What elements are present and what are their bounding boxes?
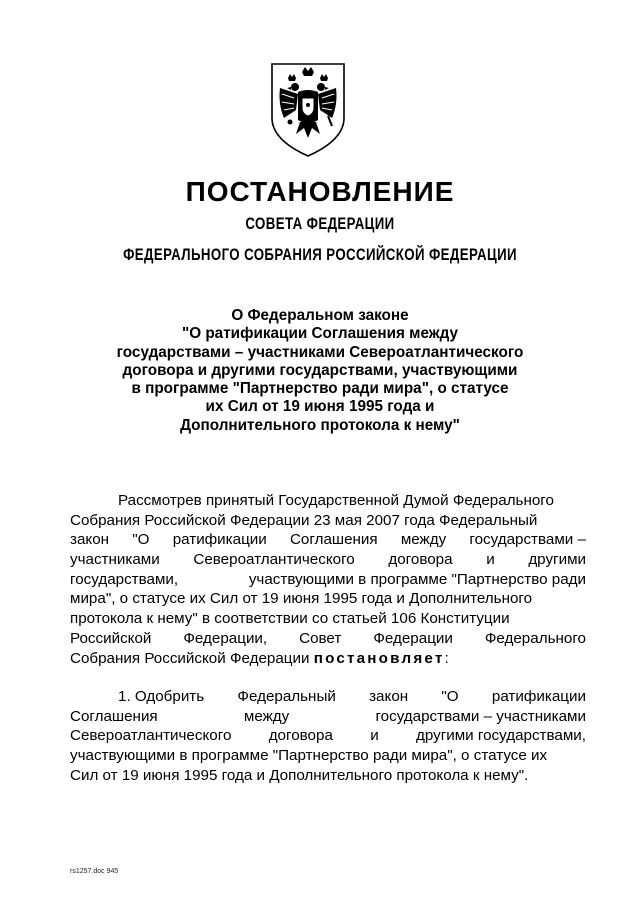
text-segment: мира", о статусе их Сил от 19 июня 1995 года и Дополнительного xyxy=(70,590,533,608)
document-reference: rs1257.doc 945 xyxy=(70,868,119,875)
law-title-line: "О ратификации Соглашения между xyxy=(181,325,459,343)
coat-of-arms-icon xyxy=(266,60,350,160)
text-segment: "О xyxy=(441,688,459,705)
paragraph-preamble xyxy=(70,491,586,668)
text-segment: 1. Одобрить xyxy=(118,688,205,705)
text-segment: Федерации, xyxy=(183,629,268,647)
document-subtitle-assembly: ФЕДЕРАЛЬНОГО СОБРАНИЯ РОССИЙСКОЙ ФЕДЕРАЦИИ xyxy=(123,245,517,264)
text-segment: Федерации xyxy=(373,629,453,647)
paragraph-resolution-item-1 xyxy=(70,687,586,785)
law-title-line: договора и другими государствами, участвующими xyxy=(122,361,518,379)
text-segment: государствами – участниками xyxy=(375,707,586,725)
text-segment: протокола к нему" в соответствии со статьей 106 Конституции xyxy=(70,610,510,628)
text-segment: между xyxy=(243,707,290,725)
text-segment: : xyxy=(444,649,449,667)
text-segment: участвующими в программе "Партнерство ради xyxy=(248,570,586,588)
law-title xyxy=(100,307,540,435)
text-segment: государствами, xyxy=(70,570,179,588)
text-line xyxy=(70,687,586,707)
text-segment: и xyxy=(486,551,495,569)
text-segment: другими xyxy=(528,551,586,569)
text-segment: Соглашения xyxy=(289,531,378,549)
law-title-line: О Федеральном законе xyxy=(231,307,409,324)
text-line xyxy=(70,511,586,531)
text-segment: и xyxy=(370,727,379,745)
law-title-line: их Сил от 19 июня 1995 года и xyxy=(205,398,435,416)
law-title-line: в программе "Партнерство ради мира", о статусе xyxy=(131,380,509,398)
document-subtitle-council: СОВЕТА ФЕДЕРАЦИИ xyxy=(245,214,395,233)
text-segment: участниками xyxy=(70,551,160,569)
text-segment: Рассмотрев принятый Государственной Думой Федерального xyxy=(118,492,554,509)
text-segment: закон xyxy=(70,531,110,549)
text-line xyxy=(70,649,586,669)
text-segment: участвующими в программе "Партнерство ради мира", о статусе их xyxy=(70,747,548,765)
law-title-line: государствами – участниками Североатлантического xyxy=(116,343,524,361)
text-segment: другими государствами, xyxy=(415,727,586,745)
text-segment: Совет xyxy=(299,629,342,647)
document-title: ПОСТАНОВЛЕНИЕ xyxy=(185,176,455,207)
text-segment: "О xyxy=(132,531,150,549)
text-segment: государствами – xyxy=(469,531,586,549)
text-line xyxy=(70,609,586,629)
text-segment: Российской xyxy=(70,629,152,647)
text-segment: ратификации xyxy=(491,688,586,705)
text-segment: Соглашения xyxy=(70,707,158,725)
text-line xyxy=(70,491,586,511)
text-line xyxy=(70,707,586,727)
text-segment: Североатлантического xyxy=(193,551,355,569)
text-segment: между xyxy=(400,531,447,549)
text-segment: договора xyxy=(388,551,453,569)
text-segment: Собрания Российской Федерации xyxy=(70,649,314,667)
text-line xyxy=(70,766,586,786)
text-line xyxy=(70,746,586,766)
text-segment: ратификации xyxy=(172,531,267,549)
text-line xyxy=(70,570,586,590)
text-segment: Федеральный xyxy=(237,688,336,705)
text-segment: Североатлантического xyxy=(70,727,232,745)
text-segment: Федерального xyxy=(484,629,586,647)
text-line xyxy=(70,629,586,649)
text-line xyxy=(70,589,586,609)
law-title-line: Дополнительного протокола к нему" xyxy=(180,416,460,434)
text-segment: Собрания Российской Федерации 23 мая 2007 года Федеральный xyxy=(70,511,538,529)
text-segment: закон xyxy=(369,688,409,705)
text-line xyxy=(70,550,586,570)
text-line xyxy=(70,726,586,746)
text-segment: договора xyxy=(268,727,333,745)
text-line xyxy=(70,530,586,550)
resolution-verb: постановляет xyxy=(313,649,445,667)
text-segment: Сил от 19 июня 1995 года и Дополнительного протокола к нему". xyxy=(70,766,529,784)
